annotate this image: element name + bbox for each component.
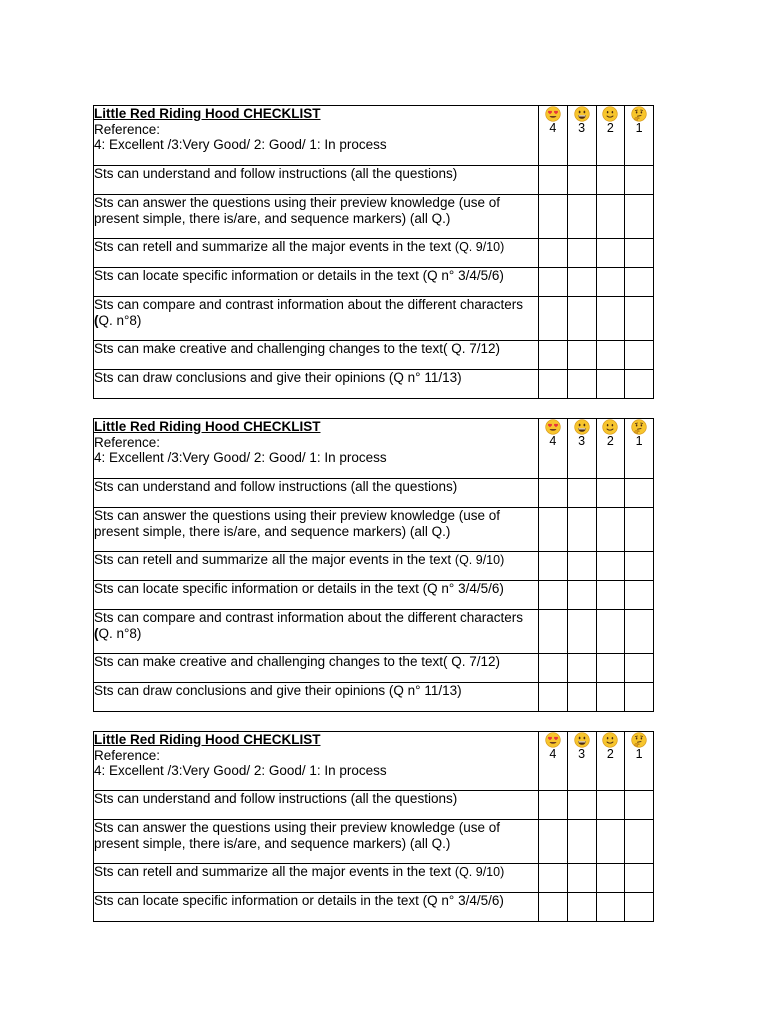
score-value: 1 bbox=[635, 121, 643, 135]
criterion-text: Sts can understand and follow instructions (all the questions) bbox=[94, 479, 539, 508]
criterion-text: Sts can answer the questions using their preview knowledge (use of present simple, there is/are, and sequence markers) (all Q.) bbox=[94, 820, 539, 864]
criterion-text: Sts can understand and follow instructions (all the questions) bbox=[94, 791, 539, 820]
checklist-header bbox=[94, 419, 539, 479]
checklist-table-2 bbox=[93, 418, 654, 712]
score-column-4 bbox=[539, 732, 568, 791]
score-cell-4[interactable] bbox=[539, 864, 568, 893]
score-cell-3[interactable] bbox=[567, 508, 596, 552]
heart-eyes-emoji-icon bbox=[545, 106, 561, 122]
score-cell-1[interactable] bbox=[625, 195, 654, 239]
criterion-row bbox=[94, 683, 654, 712]
score-cell-3[interactable] bbox=[567, 239, 596, 268]
score-cell-2[interactable] bbox=[596, 893, 625, 922]
checklist-title: Little Red Riding Hood CHECKLIST bbox=[94, 419, 321, 434]
criterion-text: Sts can make creative and challenging changes to the text( Q. 7/12) bbox=[94, 654, 539, 683]
score-cell-3[interactable] bbox=[567, 683, 596, 712]
criterion-row bbox=[94, 654, 654, 683]
criterion-text: Sts can retell and summarize all the major events in the text bbox=[94, 864, 455, 879]
score-cell-3[interactable] bbox=[567, 864, 596, 893]
score-cell-1[interactable] bbox=[625, 610, 654, 654]
score-cell-1[interactable] bbox=[625, 166, 654, 195]
checklist-table-3 bbox=[93, 731, 654, 922]
score-column-3 bbox=[567, 106, 596, 166]
score-cell-1[interactable] bbox=[625, 552, 654, 581]
score-cell-4[interactable] bbox=[539, 195, 568, 239]
criterion-note: (Q. 9/10) bbox=[454, 865, 505, 879]
score-value: 4 bbox=[549, 747, 557, 761]
criterion-text: Sts can understand and follow instructions (all the questions) bbox=[94, 166, 539, 195]
criterion-text: Sts can compare and contrast information about the different characters bbox=[94, 610, 523, 625]
score-cell-4[interactable] bbox=[539, 479, 568, 508]
criterion-cell bbox=[94, 239, 539, 268]
score-column-1 bbox=[625, 419, 654, 479]
score-cell-2[interactable] bbox=[596, 581, 625, 610]
score-cell-2[interactable] bbox=[596, 297, 625, 341]
score-column-1 bbox=[625, 106, 654, 166]
checklist-title: Little Red Riding Hood CHECKLIST bbox=[94, 106, 321, 121]
score-cell-1[interactable] bbox=[625, 479, 654, 508]
score-cell-4[interactable] bbox=[539, 370, 568, 399]
score-cell-1[interactable] bbox=[625, 268, 654, 297]
score-cell-2[interactable] bbox=[596, 654, 625, 683]
score-cell-4[interactable] bbox=[539, 581, 568, 610]
heart-eyes-emoji-icon bbox=[545, 419, 561, 435]
score-cell-3[interactable] bbox=[567, 268, 596, 297]
score-cell-4[interactable] bbox=[539, 683, 568, 712]
score-value: 1 bbox=[635, 747, 643, 761]
checklist-header-row bbox=[94, 419, 654, 479]
score-cell-4[interactable] bbox=[539, 654, 568, 683]
thinking-emoji-icon bbox=[631, 106, 647, 122]
reference-label: Reference: bbox=[94, 121, 161, 137]
slight-smile-emoji-icon bbox=[602, 732, 618, 748]
score-column-4 bbox=[539, 106, 568, 166]
checklist-header-row bbox=[94, 106, 654, 166]
criterion-text: Sts can draw conclusions and give their opinions (Q n° 11/13) bbox=[94, 370, 539, 399]
criterion-cell bbox=[94, 552, 539, 581]
criterion-row bbox=[94, 552, 654, 581]
criterion-text: Sts can answer the questions using their preview knowledge (use of present simple, there is/are, and sequence markers) (all Q.) bbox=[94, 195, 539, 239]
score-cell-2[interactable] bbox=[596, 239, 625, 268]
criterion-tail: Q. n°8) bbox=[98, 625, 142, 641]
criterion-note: (Q. 9/10) bbox=[454, 553, 505, 567]
grinning-emoji-icon bbox=[574, 106, 590, 122]
criterion-text: Sts can retell and summarize all the major events in the text bbox=[94, 552, 455, 567]
score-cell-1[interactable] bbox=[625, 654, 654, 683]
score-cell-4[interactable] bbox=[539, 893, 568, 922]
score-cell-3[interactable] bbox=[567, 791, 596, 820]
criterion-bold: ( bbox=[94, 312, 99, 328]
score-value: 4 bbox=[549, 434, 557, 448]
score-cell-4[interactable] bbox=[539, 508, 568, 552]
score-cell-3[interactable] bbox=[567, 166, 596, 195]
score-cell-1[interactable] bbox=[625, 864, 654, 893]
score-cell-2[interactable] bbox=[596, 610, 625, 654]
score-cell-4[interactable] bbox=[539, 341, 568, 370]
checklist-header bbox=[94, 106, 539, 166]
score-cell-2[interactable] bbox=[596, 195, 625, 239]
criterion-row bbox=[94, 864, 654, 893]
criterion-text: Sts can locate specific information or details in the text (Q n° 3/4/5/6) bbox=[94, 268, 539, 297]
score-cell-2[interactable] bbox=[596, 683, 625, 712]
score-cell-2[interactable] bbox=[596, 479, 625, 508]
score-cell-3[interactable] bbox=[567, 195, 596, 239]
score-value: 2 bbox=[606, 434, 614, 448]
score-column-2 bbox=[596, 106, 625, 166]
checklist-header bbox=[94, 732, 539, 791]
criterion-bold: ( bbox=[94, 625, 99, 641]
criterion-row bbox=[94, 195, 654, 239]
score-cell-1[interactable] bbox=[625, 893, 654, 922]
score-cell-4[interactable] bbox=[539, 610, 568, 654]
score-cell-3[interactable] bbox=[567, 654, 596, 683]
criterion-row bbox=[94, 341, 654, 370]
criterion-cell bbox=[94, 297, 539, 341]
score-cell-3[interactable] bbox=[567, 610, 596, 654]
score-value: 2 bbox=[606, 121, 614, 135]
criterion-text: Sts can retell and summarize all the major events in the text bbox=[94, 239, 455, 254]
score-value: 4 bbox=[549, 121, 557, 135]
thinking-emoji-icon bbox=[631, 419, 647, 435]
checklist-header-row bbox=[94, 732, 654, 791]
criterion-text: Sts can compare and contrast information about the different characters bbox=[94, 297, 523, 312]
thinking-emoji-icon bbox=[631, 732, 647, 748]
rating-scale: 4: Excellent /3:Very Good/ 2: Good/ 1: In process bbox=[94, 763, 387, 778]
score-cell-3[interactable] bbox=[567, 581, 596, 610]
score-column-3 bbox=[567, 732, 596, 791]
score-cell-3[interactable] bbox=[567, 820, 596, 864]
criterion-text: Sts can locate specific information or details in the text (Q n° 3/4/5/6) bbox=[94, 581, 539, 610]
score-column-1 bbox=[625, 732, 654, 791]
score-cell-1[interactable] bbox=[625, 341, 654, 370]
score-cell-4[interactable] bbox=[539, 268, 568, 297]
score-value: 3 bbox=[578, 121, 586, 135]
score-cell-1[interactable] bbox=[625, 370, 654, 399]
criterion-row bbox=[94, 166, 654, 195]
score-column-2 bbox=[596, 732, 625, 791]
score-cell-4[interactable] bbox=[539, 297, 568, 341]
checklist-title: Little Red Riding Hood CHECKLIST bbox=[94, 732, 321, 747]
score-cell-1[interactable] bbox=[625, 683, 654, 712]
score-cell-1[interactable] bbox=[625, 791, 654, 820]
score-cell-2[interactable] bbox=[596, 370, 625, 399]
criterion-row bbox=[94, 239, 654, 268]
grinning-emoji-icon bbox=[574, 732, 590, 748]
score-cell-2[interactable] bbox=[596, 864, 625, 893]
score-column-3 bbox=[567, 419, 596, 479]
score-cell-3[interactable] bbox=[567, 479, 596, 508]
criterion-row bbox=[94, 297, 654, 341]
score-cell-3[interactable] bbox=[567, 893, 596, 922]
score-cell-2[interactable] bbox=[596, 166, 625, 195]
criterion-row bbox=[94, 479, 654, 508]
score-column-4 bbox=[539, 419, 568, 479]
criterion-row bbox=[94, 370, 654, 399]
reference-label: Reference: bbox=[94, 434, 161, 450]
heart-eyes-emoji-icon bbox=[545, 732, 561, 748]
criterion-row bbox=[94, 508, 654, 552]
score-cell-3[interactable] bbox=[567, 370, 596, 399]
criterion-text: Sts can answer the questions using their preview knowledge (use of present simple, there is/are, and sequence markers) (all Q.) bbox=[94, 508, 539, 552]
criterion-row bbox=[94, 268, 654, 297]
score-value: 1 bbox=[635, 434, 643, 448]
criterion-cell bbox=[94, 864, 539, 893]
score-cell-1[interactable] bbox=[625, 508, 654, 552]
criterion-text: Sts can make creative and challenging changes to the text( Q. 7/12) bbox=[94, 341, 539, 370]
criterion-row bbox=[94, 610, 654, 654]
criterion-tail: Q. n°8) bbox=[98, 312, 142, 328]
criterion-row bbox=[94, 791, 654, 820]
score-cell-3[interactable] bbox=[567, 341, 596, 370]
rating-scale: 4: Excellent /3:Very Good/ 2: Good/ 1: In process bbox=[94, 137, 387, 152]
score-value: 3 bbox=[578, 434, 586, 448]
criterion-note: (Q. 9/10) bbox=[454, 240, 505, 254]
score-cell-2[interactable] bbox=[596, 268, 625, 297]
criterion-text: Sts can locate specific information or details in the text (Q n° 3/4/5/6) bbox=[94, 893, 539, 922]
criterion-text: Sts can draw conclusions and give their opinions (Q n° 11/13) bbox=[94, 683, 539, 712]
score-cell-1[interactable] bbox=[625, 239, 654, 268]
slight-smile-emoji-icon bbox=[602, 419, 618, 435]
score-cell-2[interactable] bbox=[596, 820, 625, 864]
score-cell-4[interactable] bbox=[539, 820, 568, 864]
criterion-row bbox=[94, 581, 654, 610]
criterion-row bbox=[94, 820, 654, 864]
score-cell-4[interactable] bbox=[539, 239, 568, 268]
score-cell-4[interactable] bbox=[539, 166, 568, 195]
score-cell-2[interactable] bbox=[596, 552, 625, 581]
score-value: 3 bbox=[578, 747, 586, 761]
score-cell-4[interactable] bbox=[539, 791, 568, 820]
checklist-table-1 bbox=[93, 105, 654, 399]
score-value: 2 bbox=[606, 747, 614, 761]
rating-scale: 4: Excellent /3:Very Good/ 2: Good/ 1: In process bbox=[94, 450, 387, 465]
score-column-2 bbox=[596, 419, 625, 479]
score-cell-2[interactable] bbox=[596, 508, 625, 552]
score-cell-1[interactable] bbox=[625, 297, 654, 341]
slight-smile-emoji-icon bbox=[602, 106, 618, 122]
score-cell-1[interactable] bbox=[625, 820, 654, 864]
grinning-emoji-icon bbox=[574, 419, 590, 435]
score-cell-1[interactable] bbox=[625, 581, 654, 610]
score-cell-3[interactable] bbox=[567, 297, 596, 341]
criterion-cell bbox=[94, 610, 539, 654]
criterion-row bbox=[94, 893, 654, 922]
score-cell-4[interactable] bbox=[539, 552, 568, 581]
reference-label: Reference: bbox=[94, 747, 161, 763]
score-cell-3[interactable] bbox=[567, 552, 596, 581]
score-cell-2[interactable] bbox=[596, 341, 625, 370]
score-cell-2[interactable] bbox=[596, 791, 625, 820]
